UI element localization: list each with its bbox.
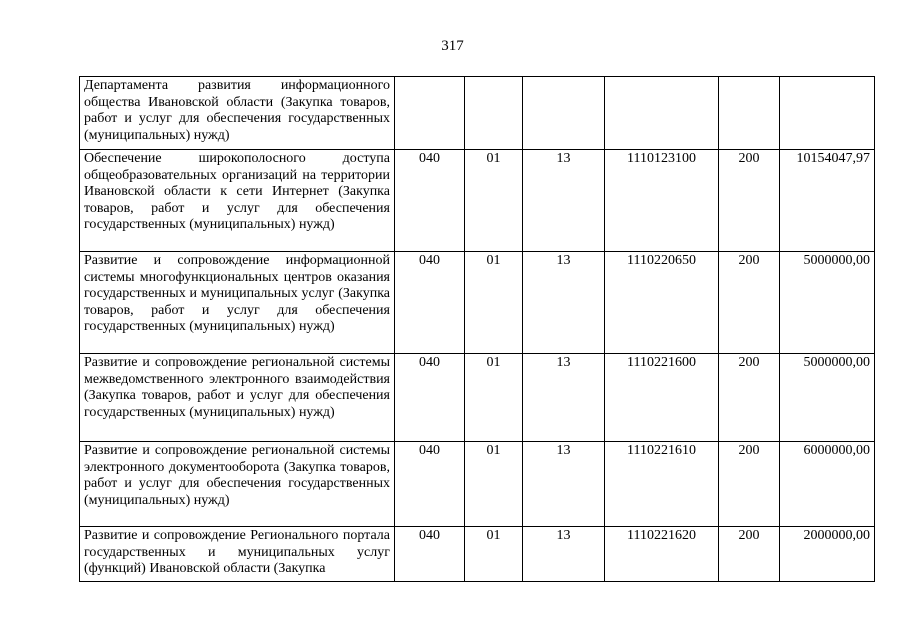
subsection-cell: 13	[523, 252, 605, 354]
amount-cell: 10154047,97	[780, 150, 875, 252]
table-row	[80, 442, 875, 527]
section-cell: 01	[465, 442, 523, 527]
row-name-cell: Департамента развития информационного общества Ивановской области (Закупка товаров, работ и услуг для обеспечения государственных (муниципальных) нужд)	[80, 77, 395, 150]
table-row	[80, 252, 875, 354]
table-row	[80, 354, 875, 442]
target-code-cell: 1110123100	[605, 150, 719, 252]
amount-cell	[780, 77, 875, 150]
ved-cell: 040	[395, 527, 465, 582]
section-cell: 01	[465, 354, 523, 442]
expense-type-cell	[719, 77, 780, 150]
row-name-cell: Развитие и сопровождение информационной системы многофункциональных центров оказания государственных и муниципальных услуг (Закупка товаров, работ и услуг для обеспечения государственных (муниципальных) нужд)	[80, 252, 395, 354]
section-cell: 01	[465, 527, 523, 582]
table-row	[80, 77, 875, 150]
target-code-cell: 1110220650	[605, 252, 719, 354]
ved-cell: 040	[395, 150, 465, 252]
section-cell	[465, 77, 523, 150]
target-code-cell	[605, 77, 719, 150]
section-cell: 01	[465, 150, 523, 252]
expense-type-cell: 200	[719, 527, 780, 582]
expense-type-cell: 200	[719, 354, 780, 442]
expense-type-cell: 200	[719, 252, 780, 354]
row-name-cell: Развитие и сопровождение региональной системы межведомственного электронного взаимодействия (Закупка товаров, работ и услуг для обеспечения государственных (муниципальных) нужд)	[80, 354, 395, 442]
target-code-cell: 1110221600	[605, 354, 719, 442]
target-code-cell: 1110221620	[605, 527, 719, 582]
target-code-cell: 1110221610	[605, 442, 719, 527]
expense-type-cell: 200	[719, 442, 780, 527]
expense-type-cell: 200	[719, 150, 780, 252]
amount-cell: 6000000,00	[780, 442, 875, 527]
table-row	[80, 150, 875, 252]
row-name-cell: Обеспечение широкополосного доступа общеобразовательных организаций на территории Ивановской области к сети Интернет (Закупка товаров, работ и услуг для обеспечения государственных (муниципальных) нужд)	[80, 150, 395, 252]
ved-cell: 040	[395, 354, 465, 442]
row-name-cell: Развитие и сопровождение региональной системы электронного документооборота (Закупка товаров, работ и услуг для обеспечения государственных (муниципальных) нужд)	[80, 442, 395, 527]
subsection-cell	[523, 77, 605, 150]
subsection-cell: 13	[523, 150, 605, 252]
row-name-cell: Развитие и сопровождение Регионального портала государственных и муниципальных услуг (функций) Ивановской области (Закупка	[80, 527, 395, 582]
amount-cell: 2000000,00	[780, 527, 875, 582]
ved-cell: 040	[395, 252, 465, 354]
subsection-cell: 13	[523, 354, 605, 442]
section-cell: 01	[465, 252, 523, 354]
amount-cell: 5000000,00	[780, 252, 875, 354]
ved-cell: 040	[395, 442, 465, 527]
subsection-cell: 13	[523, 442, 605, 527]
budget-table	[79, 76, 875, 582]
table-row	[80, 527, 875, 582]
subsection-cell: 13	[523, 527, 605, 582]
page-number: 317	[441, 38, 464, 54]
amount-cell: 5000000,00	[780, 354, 875, 442]
ved-cell	[395, 77, 465, 150]
